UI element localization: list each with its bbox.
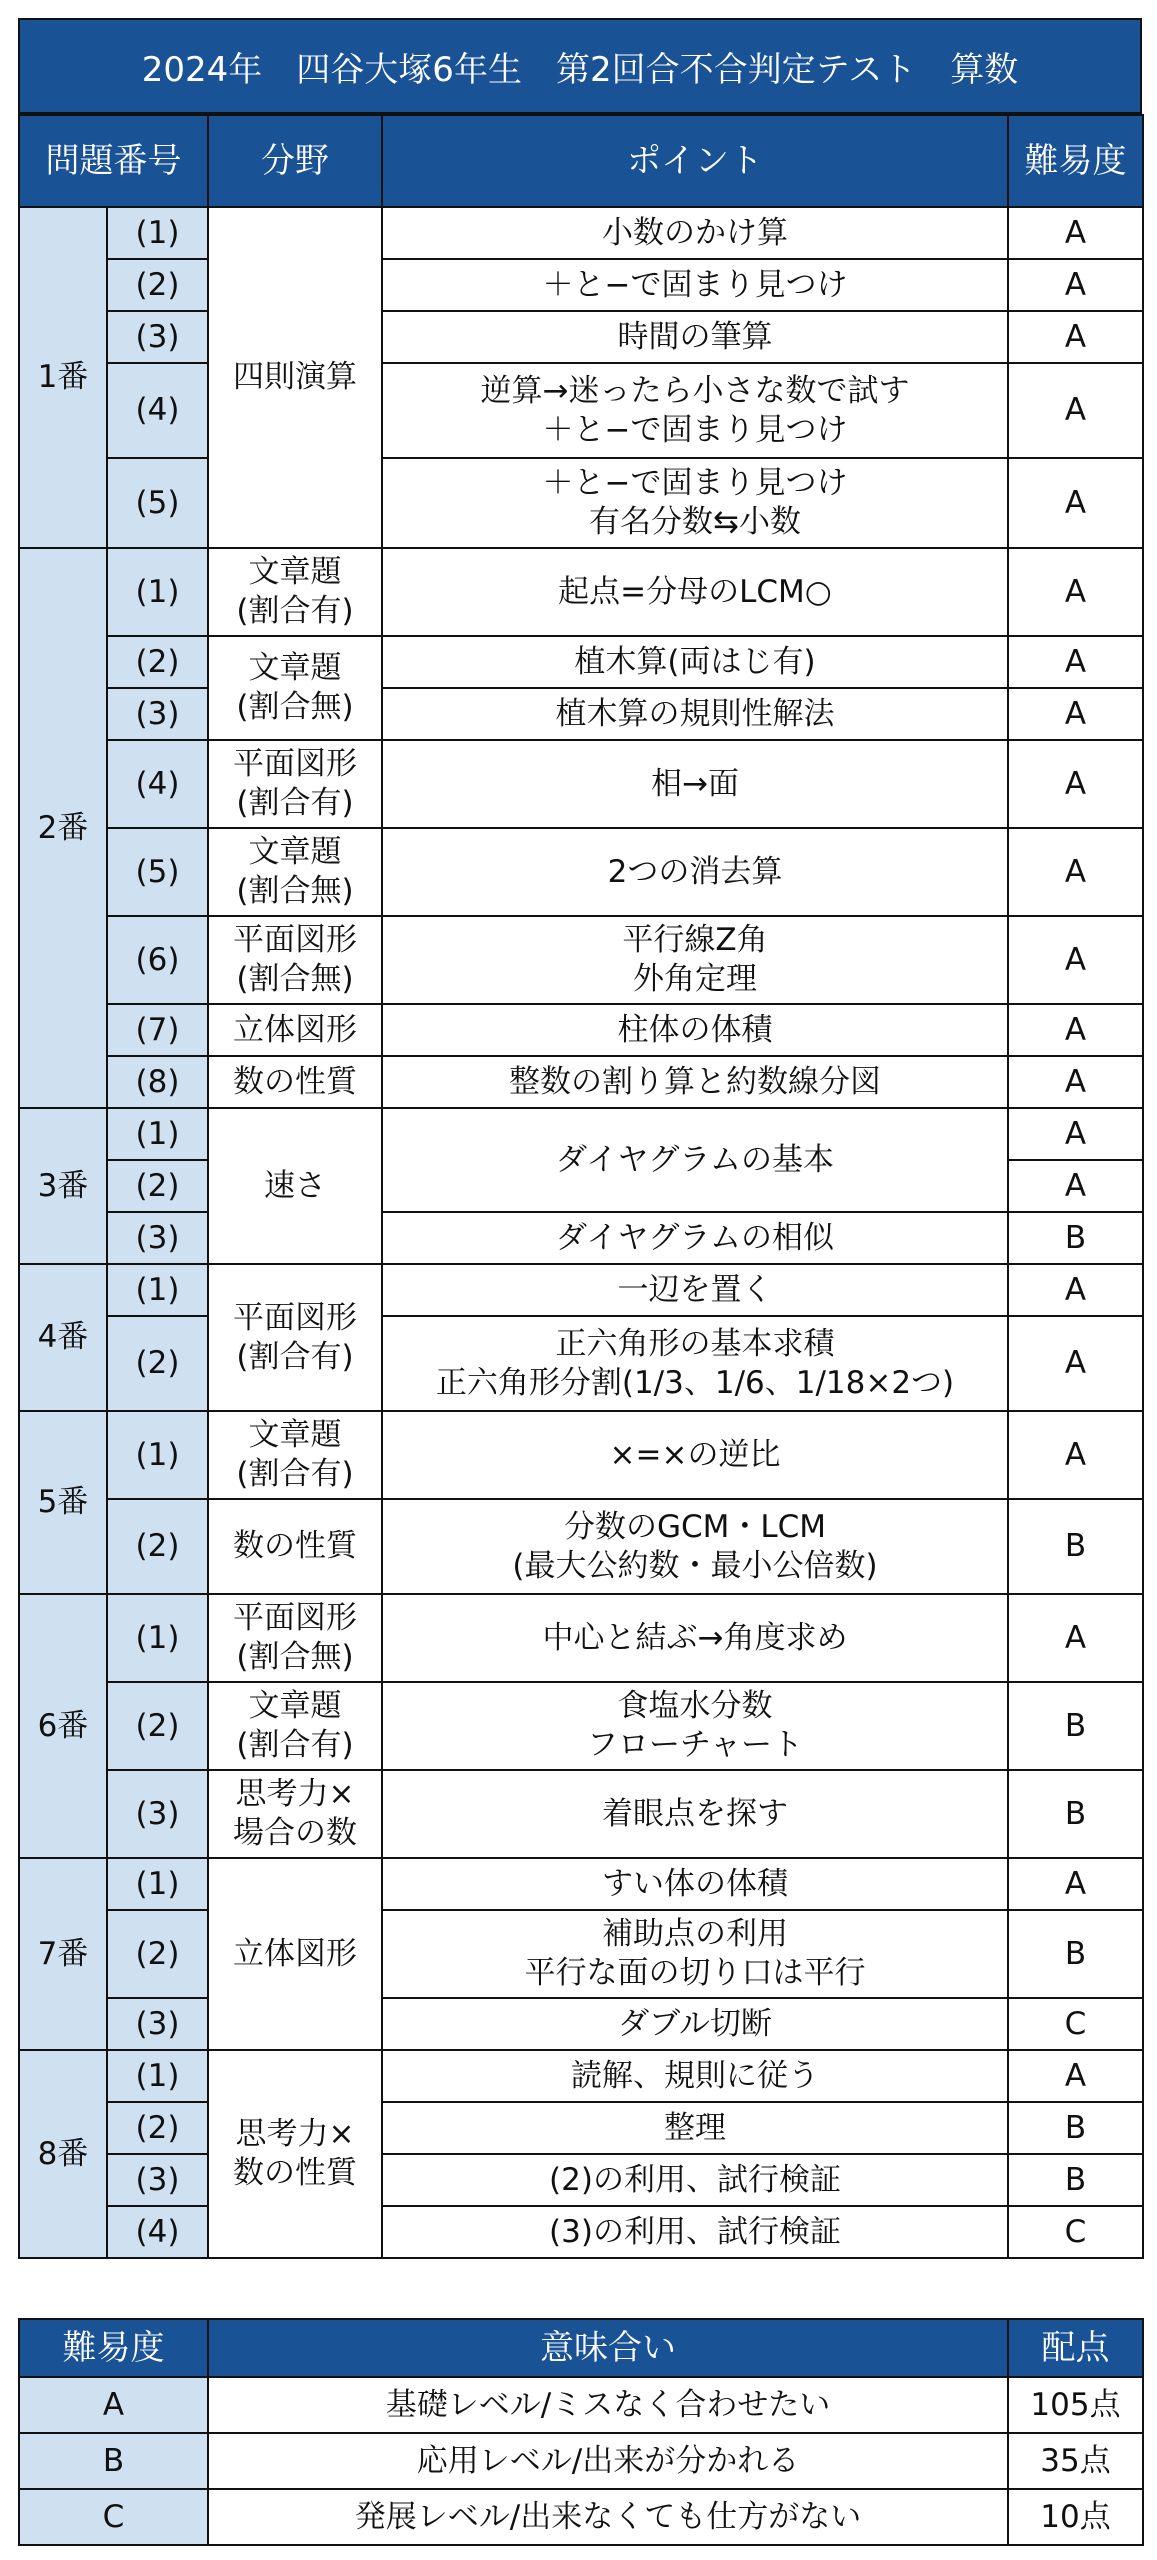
table-row [19,1594,1143,1682]
section-label: 7番 [19,1858,107,2050]
legend-row [19,2433,1143,2489]
subquestion: (2) [107,1910,208,1998]
subquestion: (3) [107,1998,208,2050]
difficulty-cell: A [1008,740,1143,828]
table-row [19,828,1143,916]
table-row [19,311,1143,363]
point-cell: 時間の筆算 [382,311,1008,363]
point-cell: 食塩水分数 フローチャート [382,1682,1008,1770]
header-point: ポイント [382,115,1008,207]
point-cell: 正六角形の基本求積 正六角形分割(1/3、1/6、1/18×2つ) [382,1316,1008,1411]
subquestion: (4) [107,740,208,828]
difficulty-cell: B [1008,2154,1143,2206]
legend-score: 10点 [1008,2489,1143,2545]
subquestion: (3) [107,311,208,363]
field-cell: 思考力× 場合の数 [208,1770,382,1858]
point-cell: 着眼点を探す [382,1770,1008,1858]
point-cell: 一辺を置く [382,1264,1008,1316]
legend-header-row [19,2319,1143,2377]
difficulty-cell: A [1008,1160,1143,1212]
section-label: 5番 [19,1411,107,1594]
subquestion: (1) [107,2050,208,2102]
point-cell: ×=×の逆比 [382,1411,1008,1499]
point-cell: (3)の利用、試行検証 [382,2206,1008,2258]
point-cell: ダイヤグラムの相似 [382,1212,1008,1264]
point-cell: ダブル切断 [382,1998,1008,2050]
subquestion: (6) [107,916,208,1004]
table-row [19,1108,1143,1160]
table-row [19,1004,1143,1056]
difficulty-cell: B [1008,1770,1143,1858]
table-row [19,1682,1143,1770]
table-row [19,1499,1143,1594]
difficulty-cell: B [1008,2102,1143,2154]
section-label: 3番 [19,1108,107,1264]
subquestion: (5) [107,828,208,916]
subquestion: (2) [107,1682,208,1770]
point-cell: 読解、規則に従う [382,2050,1008,2102]
subquestion: (2) [107,2102,208,2154]
table-row [19,2206,1143,2258]
difficulty-cell: A [1008,1056,1143,1108]
header-difficulty: 難易度 [1008,115,1143,207]
point-cell: 分数のGCM・LCM (最大公約数・最小公倍数) [382,1499,1008,1594]
point-cell: 植木算(両はじ有) [382,636,1008,688]
point-cell: 補助点の利用 平行な面の切り口は平行 [382,1910,1008,1998]
field-cell: 立体図形 [208,1004,382,1056]
subquestion: (1) [107,1108,208,1160]
subquestion: (1) [107,1264,208,1316]
subquestion: (2) [107,1499,208,1594]
table-row [19,1770,1143,1858]
field-cell: 文章題 (割合有) [208,1411,382,1499]
difficulty-cell: A [1008,916,1143,1004]
field-cell: 立体図形 [208,1858,382,2050]
legend-header-score: 配点 [1008,2319,1143,2377]
legend-grade: B [19,2433,208,2489]
subquestion: (2) [107,1316,208,1411]
legend-meaning: 応用レベル/出来が分かれる [208,2433,1008,2489]
difficulty-cell: A [1008,828,1143,916]
legend-row [19,2489,1143,2545]
difficulty-cell: B [1008,1910,1143,1998]
difficulty-cell: B [1008,1212,1143,1264]
point-cell: 中心と結ぶ→角度求め [382,1594,1008,1682]
legend-header-meaning: 意味合い [208,2319,1008,2377]
point-cell: 逆算→迷ったら小さな数で試す ＋と−で固まり見つけ [382,363,1008,458]
field-cell: 平面図形 (割合有) [208,1264,382,1411]
point-cell: ＋と−で固まり見つけ [382,259,1008,311]
subquestion: (5) [107,458,208,548]
point-cell: 2つの消去算 [382,828,1008,916]
section-label: 6番 [19,1594,107,1858]
difficulty-cell: B [1008,1682,1143,1770]
difficulty-cell: A [1008,1316,1143,1411]
legend-row [19,2377,1143,2433]
difficulty-legend-table [18,2318,1144,2546]
field-cell: 四則演算 [208,207,382,548]
point-cell: 相→面 [382,740,1008,828]
subquestion: (1) [107,1858,208,1910]
table-row [19,363,1143,458]
difficulty-cell: A [1008,1264,1143,1316]
difficulty-cell: A [1008,207,1143,259]
page-title: 2024年 四谷大塚6年生 第2回合不合判定テスト 算数 [18,18,1142,114]
difficulty-cell: C [1008,2206,1143,2258]
legend-meaning: 発展レベル/出来なくても仕方がない [208,2489,1008,2545]
point-cell: (2)の利用、試行検証 [382,2154,1008,2206]
table-row [19,1411,1143,1499]
point-cell: 植木算の規則性解法 [382,688,1008,740]
header-number: 問題番号 [19,115,208,207]
table-row [19,1212,1143,1264]
section-label: 8番 [19,2050,107,2258]
legend-header-difficulty: 難易度 [19,2319,208,2377]
field-cell: 文章題 (割合無) [208,828,382,916]
table-row [19,1056,1143,1108]
table-row [19,259,1143,311]
subquestion: (4) [107,363,208,458]
subquestion: (3) [107,688,208,740]
table-row [19,2050,1143,2102]
subquestion: (4) [107,2206,208,2258]
table-row [19,548,1143,636]
table-row [19,688,1143,740]
header-row [19,115,1143,207]
field-cell: 平面図形 (割合無) [208,916,382,1004]
field-cell: 平面図形 (割合有) [208,740,382,828]
point-cell: ダイヤグラムの基本 [382,1108,1008,1212]
difficulty-cell: B [1008,1499,1143,1594]
subquestion: (1) [107,207,208,259]
header-field: 分野 [208,115,382,207]
table-row [19,636,1143,688]
point-cell: 整数の割り算と約数線分図 [382,1056,1008,1108]
subquestion: (1) [107,1594,208,1682]
table-row [19,1264,1143,1316]
difficulty-cell: C [1008,1998,1143,2050]
difficulty-cell: A [1008,1858,1143,1910]
section-label: 2番 [19,548,107,1108]
field-cell: 思考力× 数の性質 [208,2050,382,2258]
difficulty-cell: A [1008,688,1143,740]
subquestion: (8) [107,1056,208,1108]
table-row [19,740,1143,828]
table-row [19,1316,1143,1411]
legend-score: 105点 [1008,2377,1143,2433]
subquestion: (3) [107,2154,208,2206]
difficulty-cell: A [1008,259,1143,311]
difficulty-cell: A [1008,458,1143,548]
difficulty-cell: A [1008,2050,1143,2102]
point-cell: 整理 [382,2102,1008,2154]
difficulty-cell: A [1008,363,1143,458]
table-row [19,2154,1143,2206]
legend-score: 35点 [1008,2433,1143,2489]
subquestion: (1) [107,1411,208,1499]
table-row [19,1910,1143,1998]
field-cell: 速さ [208,1108,382,1264]
difficulty-cell: A [1008,1108,1143,1160]
table-row [19,207,1143,259]
subquestion: (3) [107,1212,208,1264]
point-cell: 小数のかけ算 [382,207,1008,259]
subquestion: (2) [107,636,208,688]
field-cell: 文章題 (割合無) [208,636,382,740]
subquestion: (7) [107,1004,208,1056]
table-row [19,458,1143,548]
table-row [19,916,1143,1004]
table-row [19,1858,1143,1910]
legend-grade: C [19,2489,208,2545]
field-cell: 数の性質 [208,1499,382,1594]
subquestion: (2) [107,1160,208,1212]
field-cell: 文章題 (割合有) [208,548,382,636]
section-label: 1番 [19,207,107,548]
legend-grade: A [19,2377,208,2433]
difficulty-cell: A [1008,636,1143,688]
difficulty-cell: A [1008,311,1143,363]
point-cell: 柱体の体積 [382,1004,1008,1056]
subquestion: (3) [107,1770,208,1858]
table-row [19,1998,1143,2050]
field-cell: 文章題 (割合有) [208,1682,382,1770]
point-cell: 起点=分母のLCM○ [382,548,1008,636]
difficulty-cell: A [1008,1004,1143,1056]
field-cell: 数の性質 [208,1056,382,1108]
question-table [18,114,1144,2259]
difficulty-cell: A [1008,1594,1143,1682]
field-cell: 平面図形 (割合無) [208,1594,382,1682]
difficulty-cell: A [1008,1411,1143,1499]
section-label: 4番 [19,1264,107,1411]
subquestion: (2) [107,259,208,311]
table-row [19,2102,1143,2154]
point-cell: すい体の体積 [382,1858,1008,1910]
point-cell: ＋と−で固まり見つけ 有名分数⇆小数 [382,458,1008,548]
difficulty-cell: A [1008,548,1143,636]
point-cell: 平行線Z角 外角定理 [382,916,1008,1004]
legend-meaning: 基礎レベル/ミスなく合わせたい [208,2377,1008,2433]
subquestion: (1) [107,548,208,636]
